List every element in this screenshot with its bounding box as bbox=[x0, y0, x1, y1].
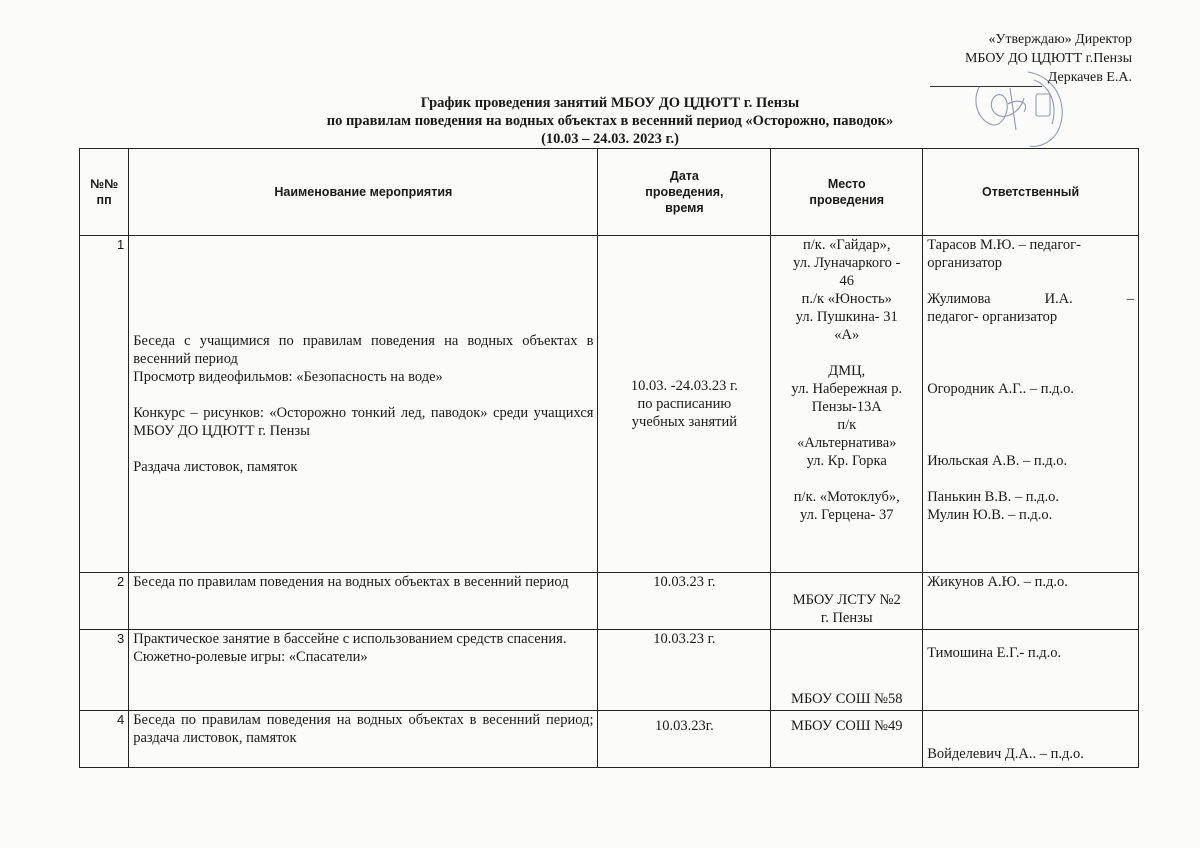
table-header-row bbox=[80, 149, 1139, 236]
event-date-cell: 10.03.23 г. bbox=[598, 630, 771, 711]
document-title bbox=[150, 94, 1070, 148]
event-place-cell: МБОУ ЛСТУ №2 г. Пензы bbox=[771, 573, 923, 630]
event-name-cell: Практическое занятие в бассейне с использованием средств спасения. Сюжетно-ролевые игры: «Спасатели» bbox=[129, 630, 598, 711]
title-line-2: по правилам поведения на водных объектах в весенний период «Осторожно, паводок» bbox=[326, 113, 894, 129]
header-number: №№ пп bbox=[80, 149, 129, 236]
header-date: Дата проведения, время bbox=[598, 149, 771, 236]
table-row bbox=[80, 573, 1139, 630]
event-place-cell: п/к. «Гайдар», ул. Луначаркого - 46 п./к «Юность» ул. Пушкина- 31 «А» ДМЦ, ул. Набережная р. Пензы-13А п/к «Альтернатива» ул. Кр. Горка п/к. «Мотоклуб», ул. Герцена- 37 bbox=[771, 236, 923, 573]
event-date-cell: 10.03.23г. bbox=[598, 711, 771, 768]
event-date-cell: 10.03. -24.03.23 г. по расписанию учебных занятий bbox=[598, 236, 771, 573]
header-event-name: Наименование мероприятия bbox=[129, 149, 598, 236]
approval-line-2: МБОУ ДО ЦДЮТТ г.Пензы bbox=[964, 51, 1132, 66]
responsible-cell: Тимошина Е.Г.- п.д.о. bbox=[923, 630, 1139, 711]
header-place: Место проведения bbox=[771, 149, 923, 236]
title-line-3: (10.03 – 24.03. 2023 г.) bbox=[541, 131, 679, 147]
event-name-cell: Беседа по правилам поведения на водных объектах в весенний период bbox=[129, 573, 598, 630]
approval-line-1: «Утверждаю» Директор bbox=[988, 32, 1132, 47]
row-number: 4 bbox=[80, 711, 129, 768]
row-number: 3 bbox=[80, 630, 129, 711]
event-place-cell: МБОУ СОШ №58 bbox=[771, 630, 923, 711]
event-date-cell: 10.03.23 г. bbox=[598, 573, 771, 630]
event-name-cell: Беседа с учащимися по правилам поведения на водных объектах в весенний период Просмотр видеофильмов: «Безопасность на воде» Конкурс – рисунков: «Осторожно тонкий лед, паводок» среди учащихся МБОУ ДО ЦДЮТТ г. Пензы Раздача листовок, памяток bbox=[129, 236, 598, 573]
header-responsible: Ответственный bbox=[923, 149, 1139, 236]
table-row bbox=[80, 236, 1139, 573]
table-row bbox=[80, 711, 1139, 768]
responsible-cell: Войделевич Д.А.. – п.д.о. bbox=[923, 711, 1139, 768]
title-line-1: График проведения занятий МБОУ ДО ЦДЮТТ г. Пензы bbox=[420, 95, 800, 111]
table-row bbox=[80, 630, 1139, 711]
responsible-cell: Жикунов А.Ю. – п.д.о. bbox=[923, 573, 1139, 630]
director-name: Деркачев Е.А. bbox=[1047, 70, 1132, 85]
event-place-cell: МБОУ СОШ №49 bbox=[771, 711, 923, 768]
row-number: 2 bbox=[80, 573, 129, 630]
responsible-cell: Тарасов М.Ю. – педагог- организатор Жулимова И.А. – педагог- организатор Огородник А.Г.. – п.д.о. Июльская А.В. – п.д.о. Панькин В.В. – п.д.о. Мулин Ю.В. – п.д.о. bbox=[923, 236, 1139, 573]
schedule-table bbox=[79, 148, 1139, 768]
event-name-cell: Беседа по правилам поведения на водных объектах в весенний период; раздача листовок, памяток bbox=[129, 711, 598, 768]
row-number: 1 bbox=[80, 236, 129, 573]
